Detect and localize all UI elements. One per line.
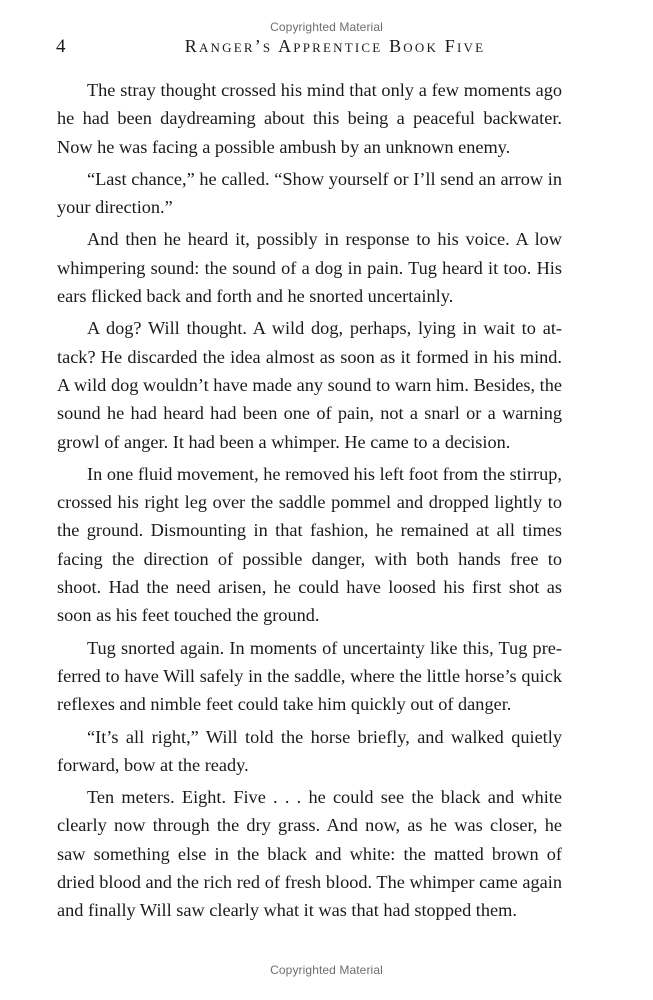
running-head: Ranger’s Apprentice Book Five (184, 36, 486, 56)
paragraph: And then he heard it, possibly in response to his voice. A low whimpering sound: the sound of a dog in pain. Tug heard it too. His ears flicked back and forth and he snorted uncertainly. (57, 229, 562, 307)
page-number: 4 (56, 36, 66, 57)
copyright-watermark-top: Copyrighted Material (270, 20, 383, 34)
paragraph: “It’s all right,” Will told the horse briefly, and walked quietly forward, bow at the ready. (57, 726, 562, 775)
paragraph: Tug snorted again. In moments of uncertainty like this, Tug preferred to have Will safely in the saddle, where the little horse’s quick reflexes and nimble feet could take him quickly out of danger. (57, 637, 562, 715)
copyright-watermark-bottom: Copyrighted Material (270, 963, 383, 977)
paragraph: “Last chance,” he called. “Show yourself or I’ll send an arrow in your direction.” (57, 168, 562, 218)
body-text (57, 76, 562, 929)
paragraph: Ten meters. Eight. Five . . . he could see the black and white clearly now through the dry grass. And now, as he was closer, he saw something else in the black and white: the matted brown of dried blood and the rich red of fresh blood. The whimper came again and finally Will saw clearly what it was that had stopped them. (57, 787, 562, 921)
paragraph: A dog? Will thought. A wild dog, perhaps, lying in wait to attack? He discarded the idea almost as soon as it formed in his mind. A wild dog wouldn’t have made any sound to warn him. Besides, the sound he had heard had been one of pain, not a snarl or a warning growl of anger. It had been a whimper. He came to a decision. (57, 318, 562, 452)
paragraph: In one fluid movement, he removed his left foot from the stirrup, crossed his right leg over the saddle pommel and dropped lightly to the ground. Dismounting in that fashion, he remained at all times facing the direction of possible danger, with both hands free to shoot. Had the need arisen, he could have loosed his first shot as soon as his feet touched the ground. (57, 463, 562, 626)
paragraph: The stray thought crossed his mind that only a few moments ago he had been daydreaming about this being a peaceful backwater. Now he was facing a possible ambush by an unknown enemy. (57, 80, 562, 157)
